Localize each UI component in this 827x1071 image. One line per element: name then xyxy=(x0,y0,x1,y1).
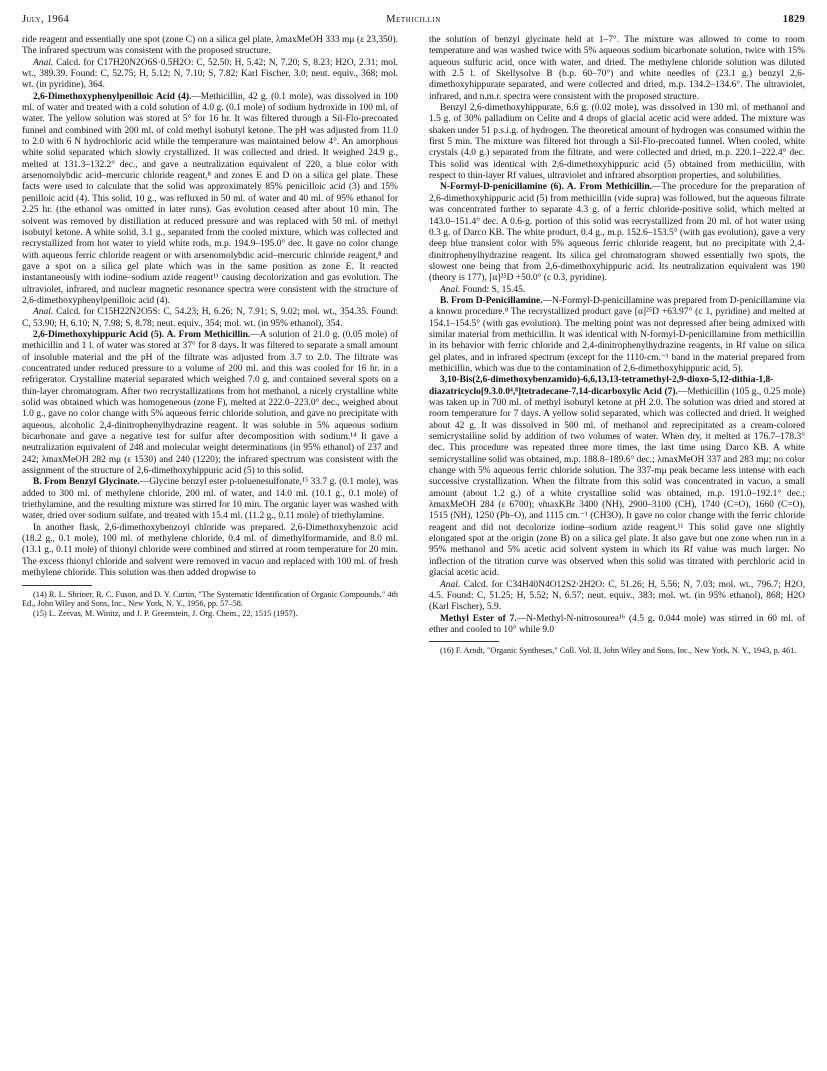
paragraph xyxy=(429,375,805,579)
section-heading: N-Formyl-D-penicillamine (6). A. From Methicillin. xyxy=(440,182,652,193)
paragraph xyxy=(429,285,805,296)
paragraph xyxy=(22,92,398,308)
paragraph xyxy=(22,477,398,522)
anal-text: Calcd. for C34H40N4O12S2·2H2O: C, 51.26; H, 5.56; N, 7.03; mol. wt., 796.7; H2O, 4.5. Found: C, 51.25; H, 5.52; N, 6.57; neut. equiv., 383; mol. wt. (in 95% ethanol), 868; H2O (Karl Fischer), 5.9. xyxy=(429,579,805,613)
header-title: Methicillin xyxy=(386,14,441,25)
anal-text: Found: S, 15.45. xyxy=(460,284,526,295)
header-date: July, 1964 xyxy=(22,14,70,25)
paragraph xyxy=(22,58,398,92)
anal-text: Calcd. for C15H22N2O5S: C, 54.23; H, 6.26; N, 7.91; S, 9.02; mol. wt., 354.35. Found: C, 53.90; H, 6.10; N, 7.98; S, 8.78; neut. equiv., 354; mol. wt. (in 95% ethanol), 354. xyxy=(22,307,398,329)
paragraph: ride reagent and essentially one spot (zone C) on a silica gel plate, λmaxMeOH 333 mμ (ε 23,350). The infrared spectrum was consistent with the proposed structure. xyxy=(22,35,398,57)
paragraph xyxy=(429,296,805,375)
section-text: —The procedure for the preparation of 2,6-dimethoxyhippuric acid (5) from methicillin (vide supra) was followed, but the aqueous filtrate was concentrated further to separate 4.3 g. of a ferric chloride-positive solid, which melted at 143.0–151.4° dec. A 0.6-g. portion of this solid was recrystallized from 20 ml. of hot water using 0.3 g. of Darco KB. The white product, 0.4 g., m.p. 152.6–153.5° (with gas evolution), gave a very deep blue transient color with 5% aqueous ferric chloride reagent, but no precipitate with 2,4-dinitrophenylhydrazine reagent. Its silica gel chromatogram showed essentially two spots, the slowest one being that from 2,6-dimethoxyhippuric acid. Its neutralization equivalent was 190 (theory is 177), [α]²⁵D +50.0° (c 0.3, pyridine). xyxy=(429,182,805,284)
anal-label: Anal. xyxy=(440,579,461,590)
paragraph: the solution of benzyl glycinate held at 1–7°. The mixture was allowed to come to room temperature and was washed twice with 5% aqueous sodium bicarbonate solution, twice with 15% aqueous sulfuric acid, once with water, and dried. The methylene chloride solution was diluted with 2.5 l. of Skellysolve B (b.p. 60–70°) and white needles of (23.1 g.) benzyl 2,6-dimethoxyhippurate separated, and were collected and dried, m.p. 134.2–134.6°. The ultraviolet, infrared, and n.m.r. spectra were consistent with the proposed structure. xyxy=(429,35,805,102)
anal-text: Calcd. for C17H20N2O6S·0.5H2O: C, 52.50; H, 5.42; N, 7.20; S, 8.23; H2O, 2.31; mol. wt., 389.39. Found: C, 52.75; H, 5.12; N, 7.10; S, 7.82; Karl Fischer, 3.0; neut. equiv., 368; mol. wt. (in pyridine), 364. xyxy=(22,57,398,91)
footnote-divider xyxy=(429,641,499,642)
section-text: —Methicillin (105 g., 0.25 mole) was taken up in 700 ml. of methyl isobutyl ketone at pH 2.0. The solution was dried and stored at room temperature for 7 days. A yellow solid separated, which was collected and dried. It weighed about 42 g. It was dissolved in 500 ml. of methanol and reprecipitated as a cream-colored semicrystalline solid by addition of two volumes of water. When dry, it melted at 176.7–178.3° dec. This procedure was repeated three more times, the last time using Darco KB. A white semicrystalline solid was obtained, m.p. 188.8–189.6° dec.; λmaxMeOH 337 and 283 mμ; no color change with 5% aqueous ferric chloride solution. The 337-mμ peak became less intense with each successive crystallization. When the filtrate from this solid was concentrated in vacuo, a small amount (about 1.2 g.) of a white crystalline solid was obtained, m.p. 191.0–192.1° dec.; λmaxMeOH 284 (ε 6700); ν̃maxKBr 3400 (NH), 2900–3100 (CH), 1740 (C=O), 1660 (C=O), 1515 (NH), 1250 (Ph–O), and 1115 cm.⁻¹ (CH3O). It gave no color change with the ferric chloride reagent and did not decolorize iodine–sodium azide reagent.¹¹ This solid gave one slightly elongated spot at the origin (zone B) on a silica gel plate. It also gave but one zone when run in a 95% methanol and 5% acetic acid solvent system in which its Rf value was much larger. No inflection of the titration curve was observed when this solid was titrated with perchloric acid in glacial acetic acid. xyxy=(429,386,805,579)
anal-label: Anal. xyxy=(33,307,54,318)
paragraph xyxy=(429,182,805,284)
section-heading: 2,6-Dimethoxyhippuric Acid (5). A. From Methicillin. xyxy=(33,329,251,340)
section-heading: B. From Benzyl Glycinate. xyxy=(33,477,140,488)
page-number: 1829 xyxy=(782,14,805,25)
paragraph xyxy=(429,580,805,614)
section-text: —A solution of 21.0 g. (0.05 mole) of methicillin and 1 l. of water was stored at 37° for 8 days. It was filtered to separate a small amount of insoluble material and the pH of the filtrate was adjusted from 3.7 to 2.0. The filtrate was concentrated under reduced pressure to a volume of 200 ml. and this was cooled for 16 hr. in a refrigerator. Crystalline material separated which weighed 7.0 g. and contained several spots on a thin-layer chromatogram. After two recrystallizations from hot methanol, a nicely crystalline white solid was obtained which was homogeneous (zone F), melted at 222.0–223.0° dec., weighed about 1.0 g., gave no color change with 5% aqueous ferric chloride solution, and gave no precipitate with aqueous, alcoholic 2,4-dinitrophenylhydrazine reagent. It was soluble in 5% aqueous sodium bicarbonate and gave a negative test for sulfur after decomposition with sodium.¹⁴ It gave a neutralization equivalent of 248 and molecular weight determinations (in 95% ethanol) of 237 and 242; λmaxMeOH 282 mμ (ε 1530) and 240 (1220); the infrared spectrum was consistent with the assignment of the structure of 2,6-dimethoxyhippuric acid (5) to this solid. xyxy=(22,329,398,477)
section-text: —Methicillin, 42 g. (0.1 mole), was dissolved in 100 ml. of water and treated with a cold solution of 4.0 g. (0.1 mole) of sodium hydroxide in 100 ml. of water. The yellow solution was stored at 5° for 16 hr. It was filtered through a Sil-Flo-precoated funnel and combined with 200 ml. of cold methyl isobutyl ketone. The pH was adjusted from 11.0 to 2.0 with 6 N hydrochloric acid while the temperature was maintained below 4°. An amorphous white solid separated which slowly crystallized. It was collected and dried. It weighed 24.9 g., melted at 131.3–132.2° dec., and gave a neutralization equivalent of 220, a blue color with arsenomolybdic acid–mercuric chloride reagent,⁸ and zones E and D on a silica gel plate. These facts were used to calculate that the solid was approximately 85% penicilloic acid (3) and 15% penilloic acid (4). This solid, 10 g., was refluxed in 50 ml. of water and 40 ml. of 95% ethanol for 2.25 hr. (the ethanol was omitted in later runs). Gas evolution ceased after about 10 min. The solvent was removed by distillation at reduced pressure and was replaced with 50 ml. of methyl isobutyl ketone. A white solid, 3.1 g., separated from the cooled mixture, which was collected and recrystallized from hot water to yield white rods, m.p. 194.9–195.0° dec. It gave no color change with aqueous ferric chloride reagent or with arsenomolybdic acid–mercuric chloride reagent,⁸ and gave a spot on a silica gel plate which was in the same position as zone E. It reacted instantaneously with iodine–sodium azide reagent¹¹ causing decolorization and gas evolution. The ultraviolet, infrared, and nuclear magnetic resonance spectra were consistent with the structure of 2,6-dimethoxyphenylpenilloic acid (4). xyxy=(22,91,398,306)
right-column xyxy=(429,35,805,656)
paragraph xyxy=(22,330,398,477)
section-text: —Glycine benzyl ester p-toluenesulfonate,¹⁵ 33.7 g. (0.1 mole), was added to 300 ml. of methylene chloride, 200 ml. of water, and 14.0 ml. (10.1 g., 0.1 mole) of triethylamine, and the resulting mixture was stirred for 10 min. The organic layer was washed with water, dried over sodium sulfate, and treated with 15.4 ml. (11.2 g., 0.11 mole) of triethylamine. xyxy=(22,477,398,522)
paragraph xyxy=(22,307,398,330)
footnote: (14) R. L. Shriner, R. C. Fuson, and D. Y. Curtin, "The Systematic Identification of Organic Compounds," 4th Ed., John Wiley and Sons, Inc., New York, N. Y., 1956, pp. 57–58. xyxy=(22,589,398,609)
footnote-divider xyxy=(22,585,92,586)
anal-label: Anal. xyxy=(33,57,54,68)
anal-label: Anal. xyxy=(440,284,461,295)
left-column xyxy=(22,35,398,619)
section-heading: 3,10-Bis(2,6-dimethoxybenzamido)-6,6,13,13-tetramethyl-2,9-dioxo-5,12-dithia-1,8-diazatricyclo[9.3.0.0⁴,⁸]tetradecane-7,14-dicarboxylic Acid (7). xyxy=(429,375,774,397)
section-heading: Methyl Ester of 7. xyxy=(440,613,517,624)
section-text: —N-Formyl-D-penicillamine was prepared from D-penicillamine via a known procedure.⁸ The recrystallized product gave [α]²⁵D +63.97° (c 1, pyridine) and melted at 154.1–154.5° (with gas evolution). The melting point was not depressed after being admixed with similar material from methicillin. It was identical with N-formyl-D-penicillamine from methicillin in its behavior with ferric chloride and 2,4-dinitrophenylhydrazine reagents, in Rf value on silica gel plates, and in infrared spectrum (except for the 1110-cm.⁻¹ band in the material prepared from methicillin, which was due to the contamination of 2,6-dimethoxyhippuric acid, 5). xyxy=(429,295,805,374)
paragraph: Benzyl 2,6-dimethoxyhippurate, 6.6 g. (0.02 mole), was dissolved in 130 ml. of methanol and 1.5 g. of 30% palladium on Celite and 4 drops of glacial acetic acid were added. The mixture was shaken under 51 p.s.i.g. of hydrogen. The theoretical amount of hydrogen was consumed within the first 5 min. The mixture was filtered hot through a Sil-Flo-precoated funnel. When cooled, white crystals (4.0 g.) separated from the filtrate, and were collected and dried, m.p. 220.1–222.4° dec. This solid was identical with 2,6-dimethoxyhippuric acid (5) obtained from methicillin, with respect to thin-layer Rf values, ultraviolet and infrared absorption properties, and solubilities. xyxy=(429,103,805,182)
section-text: —N-Methyl-N-nitrosourea¹⁶ (4.5 g. 0.044 mole) was stirred in 60 ml. of ether and cooled to 10° while 9.0 xyxy=(429,613,805,635)
paragraph xyxy=(429,614,805,637)
footnote: (16) F. Arndt, "Organic Syntheses," Coll. Vol. II, John Wiley and Sons, Inc., New York, N. Y., 1943, p. 461. xyxy=(440,646,797,656)
footnote: (15) L. Zervas, M. Winitz, and J. P. Greenstein, J. Org. Chem., 22, 1515 (1957). xyxy=(33,609,298,619)
section-heading: B. From D-Penicillamine. xyxy=(440,295,543,306)
section-heading: 2,6-Dimethoxyphenylpenilloic Acid (4). xyxy=(33,91,192,102)
running-header xyxy=(22,14,805,30)
paragraph: In another flask, 2,6-dimethoxybenzoyl chloride was prepared. 2,6-Dimethoxybenzoic acid (18.2 g., 0.1 mole), 100 ml. of methylene chloride, 0.4 ml. of dimethylformamide, and 8.0 ml. (13.1 g., 0.11 mole) of thionyl chloride were combined and stirred at room temperature for 20 min. The excess thionyl chloride and solvent were removed in vacuo and replaced with 100 ml. of fresh methylene chloride. This solution was then added dropwise to xyxy=(22,522,398,579)
